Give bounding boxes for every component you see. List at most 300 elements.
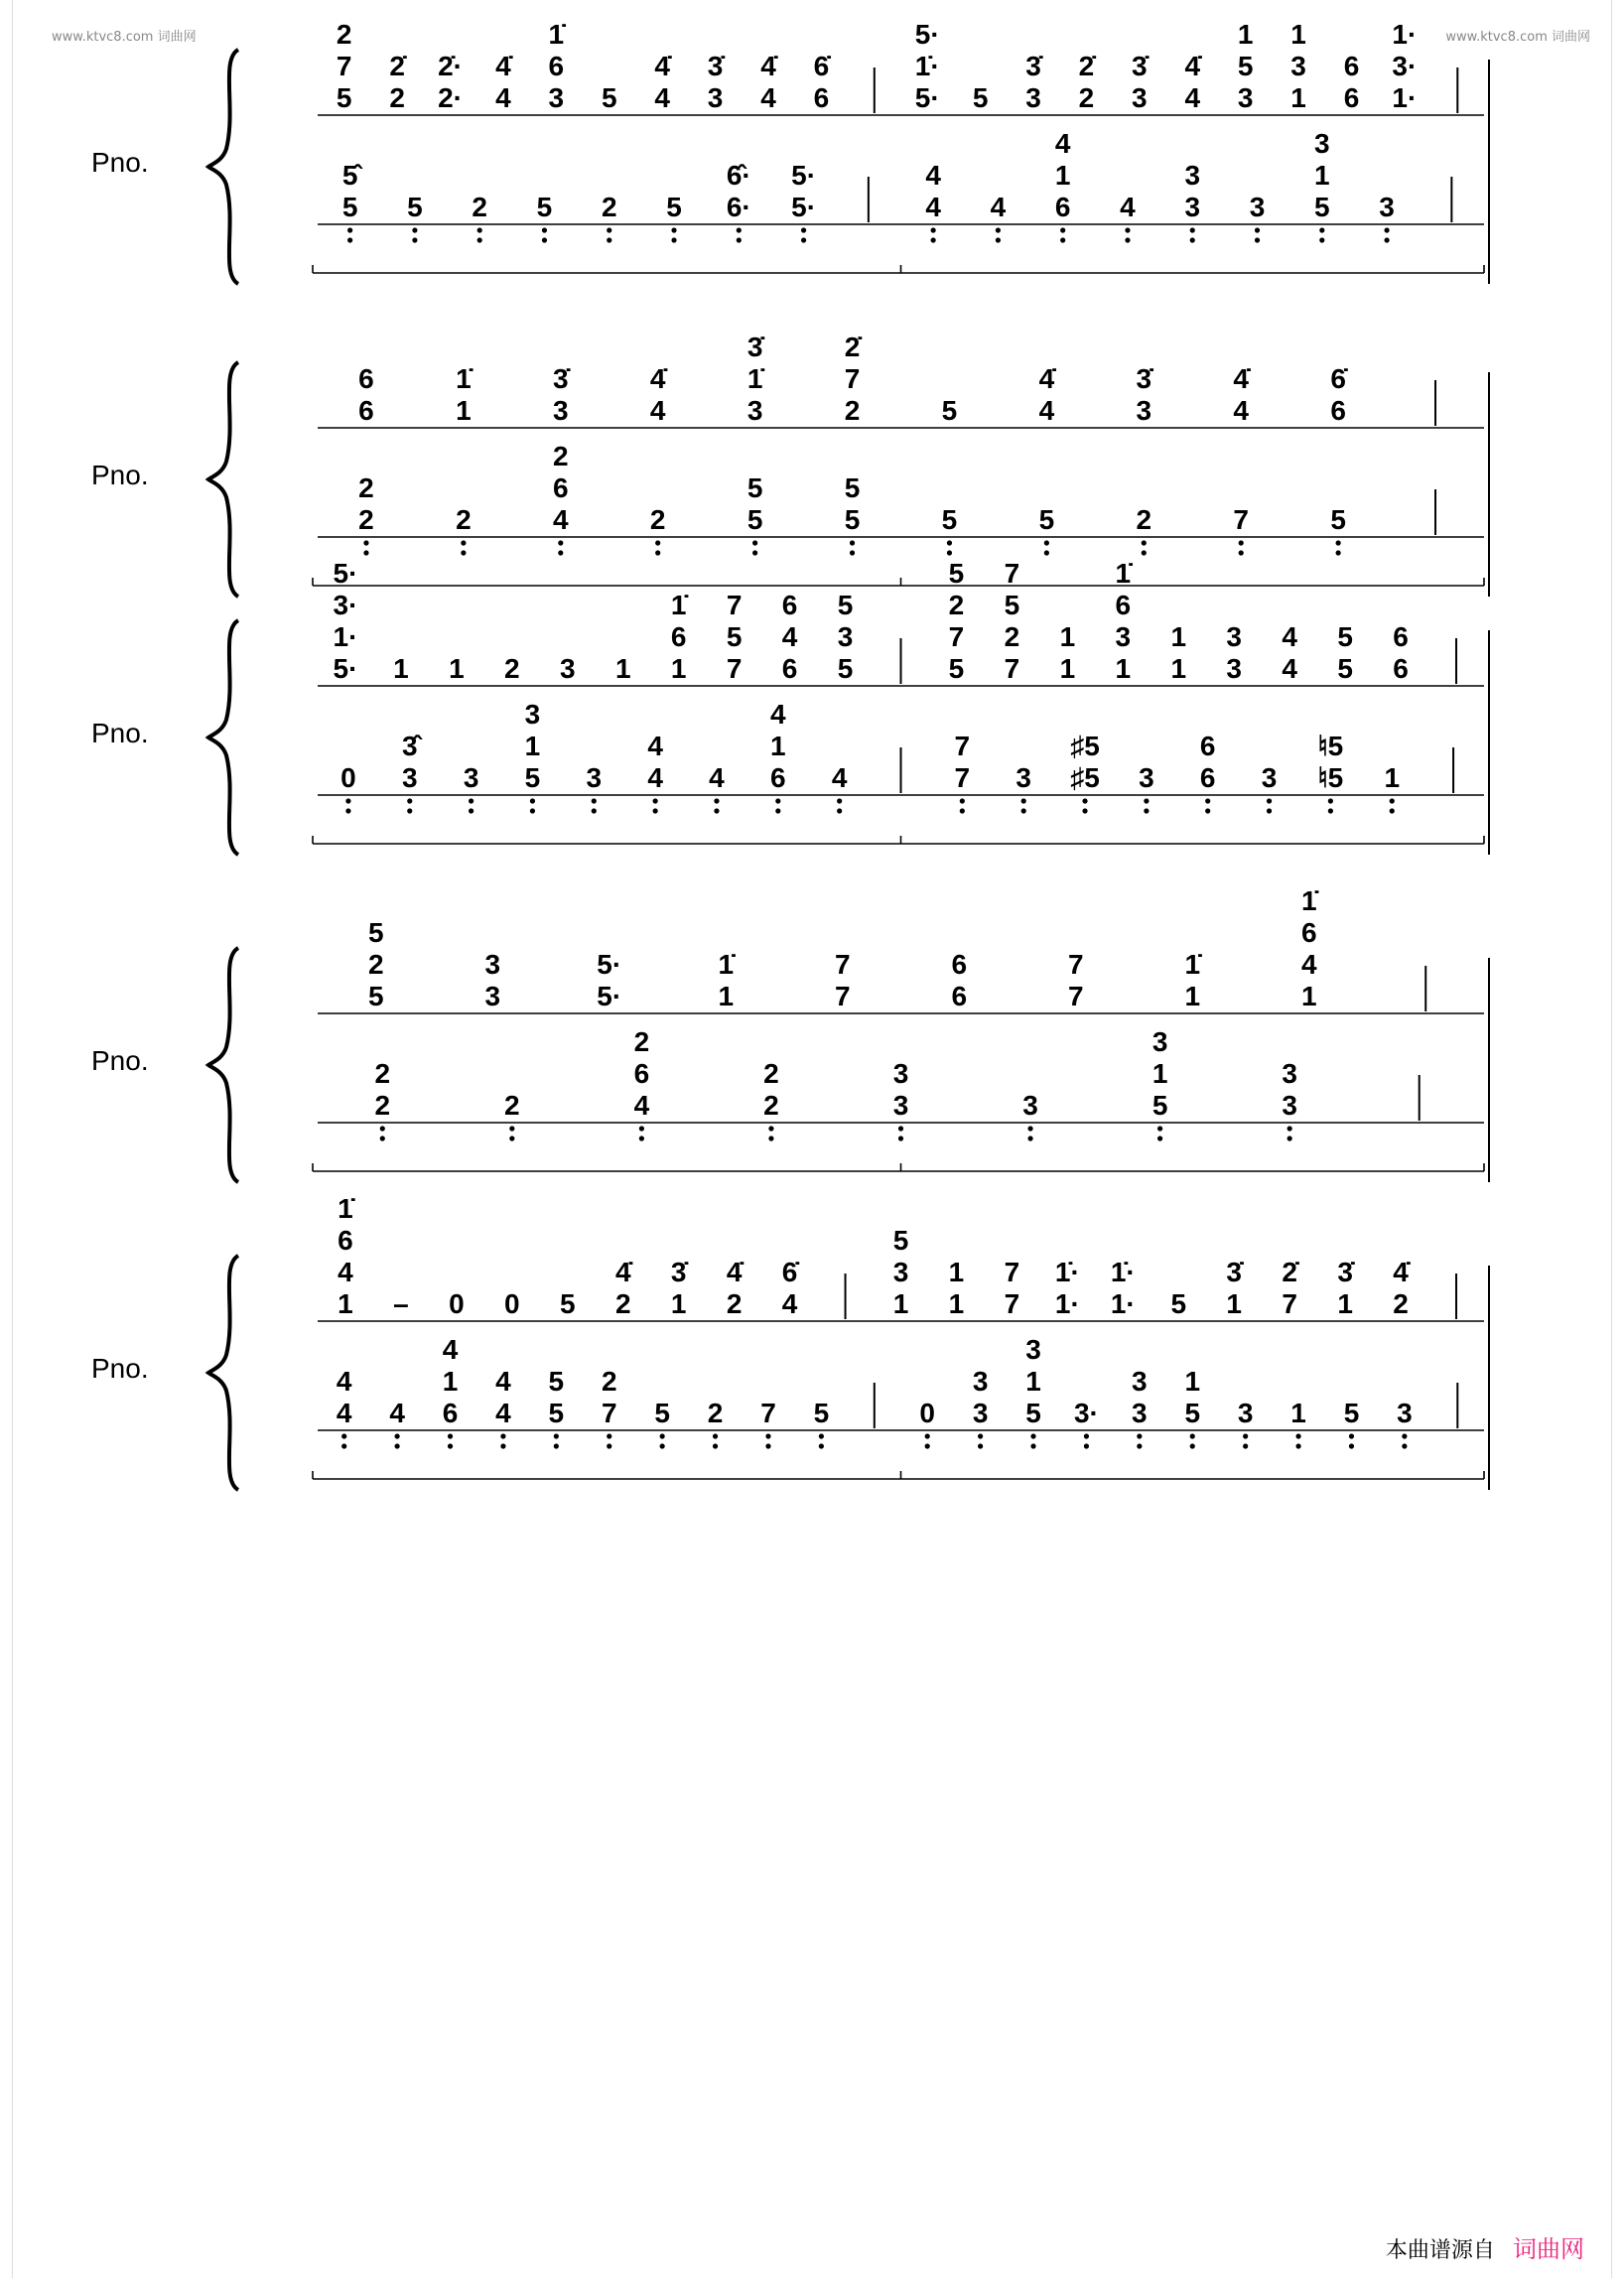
note: 6̂· xyxy=(726,160,751,191)
upper-note-column xyxy=(484,949,500,1011)
note: 5 xyxy=(1343,1398,1360,1428)
octave-dot xyxy=(1137,1433,1142,1438)
grand-staff-brace xyxy=(208,1256,238,1490)
footer-brand: 词曲网 xyxy=(1513,2236,1584,2263)
note: 1 xyxy=(1314,160,1330,191)
octave-dot xyxy=(752,540,757,545)
upper-note-column xyxy=(1226,621,1242,684)
note: 1· xyxy=(1110,1288,1136,1319)
note: 3 xyxy=(1397,1398,1413,1428)
note: 1 xyxy=(670,1288,687,1319)
octave-dot xyxy=(554,1443,559,1448)
note: 5 xyxy=(941,395,958,426)
note: 5 xyxy=(746,472,763,503)
note: 4̇ xyxy=(495,51,511,81)
octave-dot xyxy=(819,1433,824,1438)
note: 6 xyxy=(1393,653,1409,684)
upper-note-column xyxy=(338,1193,355,1319)
upper-note-column xyxy=(549,19,567,113)
note: 6 xyxy=(553,472,569,503)
octave-dot xyxy=(1390,798,1395,803)
note: 0 xyxy=(449,1288,465,1319)
note: 2 xyxy=(844,395,861,426)
note: 5 xyxy=(948,558,965,589)
upper-note-column xyxy=(782,590,798,684)
upper-note-column xyxy=(615,1257,633,1319)
note: 3 xyxy=(559,653,576,684)
upper-note-column xyxy=(949,558,965,684)
upper-note-column xyxy=(597,949,621,1011)
upper-note-column xyxy=(973,82,989,113)
note: 1 xyxy=(770,731,786,761)
octave-dot xyxy=(660,1443,665,1448)
lower-note-column xyxy=(727,160,751,243)
octave-dot xyxy=(1190,1443,1195,1448)
octave-dot xyxy=(1190,237,1195,242)
upper-note-column xyxy=(449,653,465,684)
note: 5 xyxy=(813,1398,830,1428)
note: 1̇ xyxy=(1115,558,1132,589)
note: 3· xyxy=(1073,1398,1099,1428)
upper-note-column xyxy=(1337,621,1353,684)
note: 7 xyxy=(336,51,352,81)
upper-note-column xyxy=(1132,51,1150,113)
note: 3 xyxy=(1314,128,1330,159)
note: 6̇ xyxy=(1330,363,1346,394)
note: 5 xyxy=(1025,1398,1041,1428)
note: 5· xyxy=(597,981,622,1011)
system-3 xyxy=(0,558,1624,888)
upper-note-column xyxy=(560,653,576,684)
note: 2 xyxy=(374,1058,391,1089)
octave-dot xyxy=(1402,1433,1407,1438)
lower-note-column xyxy=(1314,128,1330,243)
note: 5 xyxy=(844,472,861,503)
upper-note-column xyxy=(1005,1257,1020,1319)
octave-dot xyxy=(530,798,535,803)
lower-note-column xyxy=(1152,1026,1168,1141)
note: 5 xyxy=(844,504,861,535)
note: 3 xyxy=(972,1398,989,1428)
octave-dot xyxy=(1255,237,1260,242)
octave-dot xyxy=(1328,808,1333,813)
note: 1 xyxy=(948,1257,965,1287)
lower-note-column xyxy=(504,1090,520,1141)
octave-dot xyxy=(1239,540,1244,545)
lower-note-column xyxy=(1025,1334,1041,1449)
octave-dot xyxy=(752,550,757,555)
octave-dot xyxy=(1044,540,1049,545)
note: 4̇ xyxy=(1393,1257,1409,1287)
lower-note-column xyxy=(814,1398,830,1449)
system-4 xyxy=(0,885,1624,1216)
upper-note-column xyxy=(760,51,778,113)
note: 1 xyxy=(449,653,465,684)
octave-dot xyxy=(558,550,563,555)
note: 3 xyxy=(1282,1058,1297,1089)
lower-note-column xyxy=(650,504,666,556)
note: 4 xyxy=(770,699,786,730)
octave-dot xyxy=(960,808,965,813)
octave-dot xyxy=(448,1443,453,1448)
note: 3 xyxy=(1237,82,1254,113)
watermark-left: www.ktvc8.com 词曲网 xyxy=(52,30,197,45)
note: 6 xyxy=(548,51,565,81)
note: 5 xyxy=(1151,1090,1168,1121)
octave-dot xyxy=(837,798,842,803)
lower-note-column xyxy=(708,1398,724,1449)
note: 3 xyxy=(401,762,418,793)
note: 1̇ xyxy=(1300,885,1317,916)
note: 4 xyxy=(781,1288,798,1319)
note: 7 xyxy=(954,762,971,793)
note: 3̇ xyxy=(1136,363,1152,394)
octave-dot xyxy=(363,540,368,545)
note: 5 xyxy=(654,1398,670,1428)
note: 1̇· xyxy=(1110,1257,1136,1287)
note: 7 xyxy=(954,731,971,761)
lower-note-column xyxy=(1330,504,1346,556)
octave-dot xyxy=(978,1443,983,1448)
system-notation xyxy=(0,19,1624,318)
octave-dot xyxy=(461,540,466,545)
note: 3 xyxy=(1226,621,1243,652)
note: 7 xyxy=(1004,1288,1020,1319)
lower-note-column xyxy=(1137,504,1152,556)
octave-dot xyxy=(768,1126,773,1131)
note: 5 xyxy=(1337,653,1353,684)
upper-note-column xyxy=(1393,621,1409,684)
lower-note-column xyxy=(342,160,364,243)
note: 1 xyxy=(1337,1288,1353,1319)
note: 5 xyxy=(837,590,854,620)
note: 3 xyxy=(1237,1398,1254,1428)
note: 1 xyxy=(1151,1058,1168,1089)
octave-dot xyxy=(1084,1433,1089,1438)
note: 1 xyxy=(338,1288,353,1319)
note: 3 xyxy=(972,1366,989,1397)
note: 3̇ xyxy=(1337,1257,1353,1287)
note: 3 xyxy=(1226,653,1243,684)
note: 4̇ xyxy=(760,51,776,81)
note: 4̇ xyxy=(614,1257,631,1287)
note: 5· xyxy=(914,19,940,50)
octave-dot xyxy=(713,1443,718,1448)
octave-dot xyxy=(448,1433,453,1438)
upper-note-column xyxy=(893,1225,909,1319)
lower-note-column xyxy=(1200,731,1216,814)
note: 1· xyxy=(1392,19,1418,50)
upper-note-column xyxy=(1301,885,1319,1011)
note: 6 xyxy=(1199,762,1216,793)
lower-note-column xyxy=(1379,192,1395,243)
octave-dot xyxy=(801,237,806,242)
octave-dot xyxy=(775,798,780,803)
lower-note-column xyxy=(1022,1090,1038,1141)
lower-note-column xyxy=(1250,192,1266,243)
upper-note-column xyxy=(718,949,736,1011)
upper-note-column xyxy=(1068,949,1084,1011)
note: 6 xyxy=(338,1225,353,1256)
octave-dot xyxy=(1384,237,1389,242)
octave-dot xyxy=(737,237,742,242)
note: 1 xyxy=(1059,621,1076,652)
note: 3 xyxy=(1136,395,1152,426)
octave-dot xyxy=(509,1126,514,1131)
note: 4 xyxy=(647,762,663,793)
note: 1̇ xyxy=(456,363,472,394)
octave-dot xyxy=(765,1433,770,1438)
note: 6 xyxy=(1330,395,1346,426)
lower-note-column xyxy=(1055,128,1071,243)
grand-staff-brace xyxy=(208,50,238,284)
note: 7 xyxy=(1233,504,1249,535)
note: 6· xyxy=(726,192,751,222)
note: 6 xyxy=(358,395,374,426)
octave-dot xyxy=(345,808,350,813)
note: 3̇ xyxy=(1226,1257,1243,1287)
octave-dot xyxy=(931,227,936,232)
octave-dot xyxy=(1384,227,1389,232)
lower-note-column xyxy=(1015,762,1031,814)
note: 5 xyxy=(548,1366,565,1397)
system-notation xyxy=(0,1193,1624,1524)
lower-note-column xyxy=(1139,762,1154,814)
note: 4 xyxy=(990,192,1007,222)
octave-dot xyxy=(1142,540,1147,545)
note: 3 xyxy=(892,1090,909,1121)
note: 5 xyxy=(407,192,423,222)
lower-note-column xyxy=(1238,1398,1254,1449)
note: 3 xyxy=(548,82,565,113)
note: 2 xyxy=(1078,82,1095,113)
lower-note-column xyxy=(337,1366,352,1449)
note: 3 xyxy=(1379,192,1395,222)
note: 3̇ xyxy=(746,332,763,362)
octave-dot xyxy=(713,1433,718,1438)
octave-dot xyxy=(395,1443,400,1448)
source-footer xyxy=(1386,2229,1584,2264)
note: 3 xyxy=(1151,1026,1168,1057)
note: 5 xyxy=(666,192,682,222)
upper-note-column xyxy=(389,51,407,113)
note: 3 xyxy=(524,699,541,730)
lower-note-column xyxy=(654,1398,670,1449)
note: 4 xyxy=(495,82,511,113)
note: 3 xyxy=(1261,762,1278,793)
note: 6 xyxy=(770,762,786,793)
note: 2 xyxy=(358,504,374,535)
upper-note-column xyxy=(1226,1257,1244,1319)
octave-dot xyxy=(960,798,965,803)
note: 1 xyxy=(718,981,735,1011)
lower-note-column xyxy=(845,472,861,556)
note: 4̇ xyxy=(1184,51,1201,81)
note: 7 xyxy=(1004,653,1020,684)
octave-dot xyxy=(500,1433,505,1438)
upper-note-column xyxy=(560,1288,576,1319)
octave-dot xyxy=(558,540,563,545)
note: 4 xyxy=(1120,192,1136,222)
note: 1 xyxy=(456,395,472,426)
note: 4 xyxy=(709,762,725,793)
note: 2 xyxy=(763,1090,779,1121)
instrument-label: Pno. xyxy=(91,1353,149,1384)
upper-note-column xyxy=(1233,363,1251,426)
lower-note-column xyxy=(955,731,971,814)
upper-note-column xyxy=(1344,51,1360,113)
octave-dot xyxy=(607,227,611,232)
note: 6 xyxy=(781,653,798,684)
octave-dot xyxy=(542,237,547,242)
lower-note-column xyxy=(1184,160,1200,243)
note: 6 xyxy=(633,1058,650,1089)
lower-note-column xyxy=(973,1366,989,1449)
lower-note-column xyxy=(1074,1398,1099,1449)
note: 4 xyxy=(647,731,663,761)
note: 2 xyxy=(553,441,569,471)
upper-note-column xyxy=(1055,1257,1080,1319)
note: 3 xyxy=(1132,1398,1148,1428)
note: 5· xyxy=(333,653,358,684)
lower-note-column xyxy=(389,1398,405,1449)
note: 2 xyxy=(456,504,472,535)
note: 4 xyxy=(1300,949,1317,980)
system-notation xyxy=(0,885,1624,1216)
upper-note-column xyxy=(358,363,374,426)
note: 6 xyxy=(813,82,830,113)
upper-note-column xyxy=(1184,51,1202,113)
note: ♯5 xyxy=(1070,731,1100,761)
octave-dot xyxy=(660,1433,665,1438)
lower-note-column xyxy=(1262,762,1278,814)
note: 2̇ xyxy=(389,51,405,81)
note: 5 xyxy=(892,1225,909,1256)
octave-dot xyxy=(592,798,597,803)
lower-note-column xyxy=(456,504,472,556)
note: 7 xyxy=(760,1398,776,1428)
lower-note-column xyxy=(1070,731,1100,814)
note: 4̇ xyxy=(654,51,670,81)
note: 3 xyxy=(1184,160,1201,191)
octave-dot xyxy=(1287,1126,1292,1131)
note: 1 xyxy=(1115,653,1132,684)
upper-note-column xyxy=(602,82,617,113)
note: 6 xyxy=(670,621,687,652)
note: 3 xyxy=(892,1058,909,1089)
lower-note-column xyxy=(402,731,424,814)
octave-dot xyxy=(412,237,417,242)
octave-dot xyxy=(407,798,412,803)
note: 4 xyxy=(1184,82,1201,113)
system-2 xyxy=(0,332,1624,630)
note: 1̇ xyxy=(718,949,735,980)
note: 1 xyxy=(1226,1288,1243,1319)
instrument-label: Pno. xyxy=(91,147,149,178)
octave-dot xyxy=(850,540,855,545)
grand-staff-brace xyxy=(208,948,238,1182)
note: 3 xyxy=(1290,51,1306,81)
note: 3 xyxy=(707,82,724,113)
note: 4 xyxy=(925,192,941,222)
note: 6 xyxy=(442,1398,459,1428)
upper-note-column xyxy=(1170,1288,1186,1319)
octave-dot xyxy=(607,1443,611,1448)
note: ♮5 xyxy=(1317,731,1344,761)
upper-note-column xyxy=(1238,19,1254,113)
note: 2 xyxy=(649,504,666,535)
note: 3 xyxy=(484,981,501,1011)
upper-note-column xyxy=(456,363,474,426)
octave-dot xyxy=(477,227,482,232)
note: 3 xyxy=(837,621,854,652)
upper-note-column xyxy=(1170,621,1186,684)
octave-dot xyxy=(1142,550,1147,555)
note: 5 xyxy=(1337,621,1353,652)
note: 5 xyxy=(1314,192,1330,222)
octave-dot xyxy=(1243,1443,1248,1448)
lower-note-column xyxy=(1344,1398,1360,1449)
note: 5· xyxy=(914,82,940,113)
upper-note-column xyxy=(615,653,631,684)
octave-dot xyxy=(1144,808,1149,813)
octave-dot xyxy=(1021,808,1026,813)
lower-note-column xyxy=(942,504,958,556)
upper-note-column xyxy=(1393,1257,1411,1319)
upper-note-column xyxy=(337,19,352,113)
octave-dot xyxy=(341,1433,346,1438)
note: – xyxy=(393,1288,409,1319)
octave-dot xyxy=(1157,1136,1162,1140)
note: 2 xyxy=(389,82,405,113)
octave-dot xyxy=(1319,237,1324,242)
lower-note-column xyxy=(925,160,941,243)
upper-note-column xyxy=(553,363,571,426)
note: 2 xyxy=(367,949,384,980)
lower-note-column xyxy=(602,192,617,243)
note: 5 xyxy=(559,1288,576,1319)
system-notation xyxy=(0,558,1624,888)
upper-note-column xyxy=(951,949,967,1011)
octave-dot xyxy=(671,237,676,242)
note: 4 xyxy=(781,621,798,652)
note: 6 xyxy=(358,363,374,394)
octave-dot xyxy=(1295,1433,1300,1438)
octave-dot xyxy=(469,798,474,803)
upper-note-column xyxy=(1282,621,1297,684)
note: ♯5 xyxy=(1070,762,1100,793)
upper-note-column xyxy=(1392,19,1417,113)
note: 2̇· xyxy=(438,51,463,81)
note: 3 xyxy=(1132,1366,1148,1397)
lower-note-column xyxy=(587,762,603,814)
octave-dot xyxy=(341,1443,346,1448)
note: 3 xyxy=(1132,82,1148,113)
note: 5 xyxy=(1004,590,1020,620)
lower-note-column xyxy=(1290,1398,1306,1449)
octave-dot xyxy=(737,227,742,232)
note: 1̇· xyxy=(1054,1257,1080,1287)
note: 2 xyxy=(472,192,487,222)
note: 4̇ xyxy=(1233,363,1249,394)
note: 4 xyxy=(654,82,670,113)
note: 3 xyxy=(1139,762,1154,793)
note: 6̇ xyxy=(813,51,830,81)
octave-dot xyxy=(1125,237,1130,242)
lower-note-column xyxy=(549,1366,565,1449)
note: 7 xyxy=(1004,1257,1020,1287)
upper-note-column xyxy=(782,1257,800,1319)
